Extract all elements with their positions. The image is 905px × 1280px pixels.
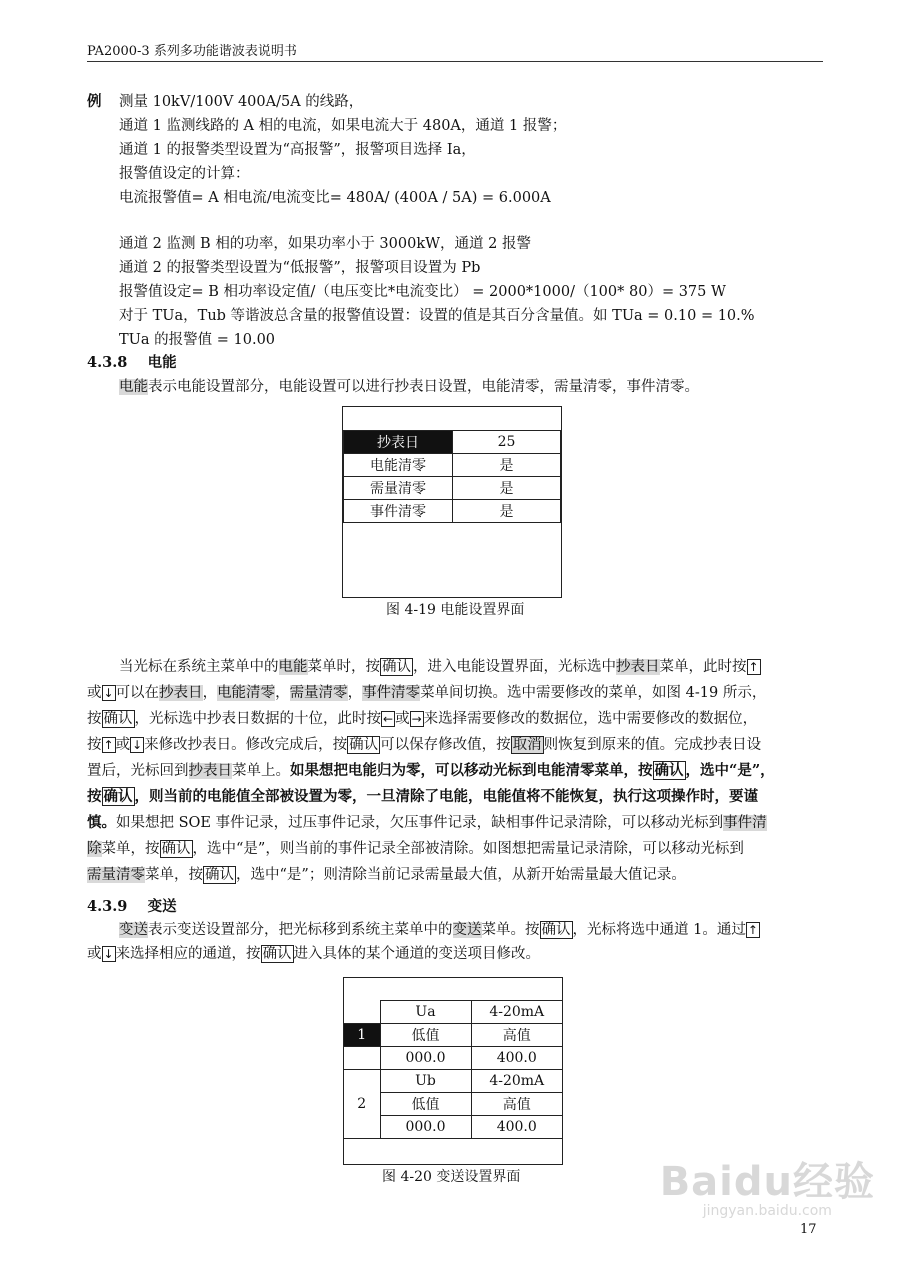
low-value[interactable]: 000.0 [380, 1047, 471, 1070]
channel-range[interactable]: 4-20mA [471, 1070, 563, 1093]
menu-item-event-clear[interactable]: 事件清零 [344, 500, 453, 523]
menu-value: 是 [453, 500, 561, 523]
paragraph-line: 或 ↓ 来选择相应的通道，按 确认 进入具体的某个通道的变送项目修改。 [87, 946, 541, 962]
example-line: 通道 1 的报警类型设置为“高报警”，报警项目选择 Ia， [119, 142, 476, 158]
example-line: 测量 10kV/100V 400A/5A 的线路， [119, 94, 364, 110]
paragraph-line: 或 ↓ 可以在抄表日，电能清零，需量清零，事件清零菜单间切换。选中需要修改的菜单，如图 4-19 所示， [87, 685, 767, 701]
confirm-key: 确认 [382, 659, 411, 675]
menu-value: 是 [453, 477, 561, 500]
paragraph-line: 置后，光标回到抄表日菜单上。如果想把电能归为零，可以移动光标到电能清零菜单，按 确认 ，选中“是”， [87, 762, 775, 779]
up-arrow-icon: ↑ [748, 660, 759, 674]
confirm-key: 确认 [262, 946, 292, 962]
paragraph-line: 除菜单，按 确认 ，选中“是”，则当前的事件记录全部被清除。如图想把需量记录清除，可以移动光标到 [87, 841, 744, 857]
left-arrow-icon: ← [383, 712, 394, 726]
section-intro [119, 377, 699, 397]
table-row[interactable] [344, 454, 561, 477]
example-line: 通道 2 的报警类型设置为“低报警”，报警项目设置为 Pb [119, 260, 481, 276]
baidu-watermark [660, 1150, 875, 1219]
up-arrow-icon: ↑ [747, 923, 758, 937]
down-arrow-icon: ↓ [103, 947, 114, 961]
transmitter-settings-table [343, 1000, 563, 1139]
watermark-url: jingyan.baidu.com [702, 1203, 832, 1219]
example-line: 报警值设定的计算： [119, 166, 250, 182]
highlight-term: 电能 [119, 379, 148, 395]
high-value[interactable]: 400.0 [471, 1047, 563, 1070]
watermark-logo: Baidu经验 [659, 1159, 875, 1205]
down-arrow-icon: ↓ [132, 738, 143, 752]
table-row[interactable] [344, 500, 561, 523]
paragraph-line: 慎。如果想把 SOE 事件记录，过压事件记录，欠压事件记录，缺相事件记录清除，可以移动光标到事件清 [87, 814, 767, 831]
high-label: 高值 [471, 1024, 563, 1047]
intro-text: 表示电能设置部分，电能设置可以进行抄表日设置，电能清零，需量清零，事件清零。 [148, 379, 699, 395]
high-value[interactable]: 400.0 [471, 1116, 563, 1139]
channel-item[interactable]: Ub [380, 1070, 471, 1093]
menu-item-demand-clear[interactable]: 需量清零 [344, 477, 453, 500]
table-row[interactable] [344, 1001, 563, 1024]
section-title: 电能 [147, 354, 177, 371]
menu-item-energy-clear[interactable]: 电能清零 [344, 454, 453, 477]
page-header: PA2000-3 系列多功能谐波表说明书 [87, 44, 297, 59]
section-number: 4.3.9 [87, 898, 128, 915]
figure-caption-4-19: 图 4-19 电能设置界面 [386, 602, 525, 618]
paragraph-line: 按 ↑ 或 ↓ 来修改抄表日。修改完成后，按 确认 可以保存修改值，按 取消 则恢复到原来的值。完成抄表日设 [87, 737, 762, 753]
menu-item-billing-day[interactable]: 抄表日 [344, 431, 453, 454]
figure-caption-4-20: 图 4-20 变送设置界面 [382, 1169, 521, 1185]
confirm-key: 确认 [541, 922, 571, 938]
energy-settings-table [343, 430, 561, 523]
table-row[interactable] [344, 1047, 563, 1070]
example-line: 电流报警值= A 相电流/电流变比= 480A/ (400A / 5A) = 6.000A [119, 190, 551, 206]
paragraph-line: 变送表示变送设置部分，把光标移到系统主菜单中的变送菜单。按 确认 ，光标将选中通道 1。通过 ↑ [119, 922, 758, 938]
confirm-key: 确认 [161, 841, 191, 857]
channel-number[interactable]: 2 [344, 1070, 381, 1139]
confirm-key: 确认 [103, 788, 133, 805]
confirm-key: 确认 [205, 867, 234, 883]
high-label: 高值 [471, 1093, 563, 1116]
low-label: 低值 [380, 1093, 471, 1116]
section-heading-439 [87, 897, 177, 917]
channel-range[interactable]: 4-20mA [471, 1001, 563, 1024]
paragraph-line: 需量清零菜单，按 确认 ，选中“是”；则清除当前记录需量最大值，从新开始需量最大值记录。 [87, 867, 686, 883]
confirm-key: 确认 [349, 737, 379, 753]
example-line: TUa 的报警值 = 10.00 [119, 332, 276, 348]
low-label: 低值 [380, 1024, 471, 1047]
up-arrow-icon: ↑ [103, 738, 114, 752]
confirm-key: 确认 [654, 762, 684, 779]
paragraph-line: 当光标在系统主菜单中的电能菜单时，按 确认 ，进入电能设置界面，光标选中抄表日菜单，此时按 ↑ [119, 659, 759, 675]
table-row[interactable] [344, 431, 561, 454]
low-value[interactable]: 000.0 [380, 1116, 471, 1139]
example-line: 通道 2 监测 B 相的功率，如果功率小于 3000kW，通道 2 报警 [119, 236, 531, 252]
confirm-key: 确认 [103, 711, 133, 727]
down-arrow-icon: ↓ [103, 686, 114, 700]
menu-value: 25 [453, 431, 561, 454]
page-number: 17 [800, 1222, 817, 1237]
channel-number-selected[interactable]: 1 [344, 1024, 381, 1047]
section-title: 变送 [147, 898, 177, 915]
transmitter-settings-screen [343, 977, 563, 1165]
menu-value: 是 [453, 454, 561, 477]
example-line: 报警值设定= B 相功率设定值/（电压变比*电流变比） = 2000*1000/（100* 80）= 375 W [119, 284, 726, 300]
channel-item[interactable]: Ua [380, 1001, 471, 1024]
cancel-key: 取消 [512, 737, 542, 753]
right-arrow-icon: → [411, 712, 422, 726]
header-rule [87, 61, 823, 62]
energy-settings-screen [342, 406, 562, 598]
section-number: 4.3.8 [87, 354, 128, 371]
paragraph-line: 按 确认 ，光标选中抄表日数据的十位，此时按 ← 或 → 来选择需要修改的数据位，选中需要修改的数据位， [87, 711, 758, 727]
example-line: 对于 TUa，Tub 等谐波总含量的报警值设置：设置的值是其百分含量值。如 TUa = 0.10 = 10.% [119, 308, 755, 324]
example-line: 通道 1 监测线路的 A 相的电流，如果电流大于 480A，通道 1 报警； [119, 118, 567, 134]
paragraph-line: 按 确认 ，则当前的电能值全部被设置为零，一旦清除了电能，电能值将不能恢复，执行这项操作时，要谨 [87, 788, 758, 805]
example-label: 例 [87, 93, 102, 110]
table-row[interactable] [344, 1024, 563, 1047]
table-row[interactable] [344, 477, 561, 500]
section-heading-438 [87, 353, 177, 373]
table-row[interactable] [344, 1070, 563, 1093]
